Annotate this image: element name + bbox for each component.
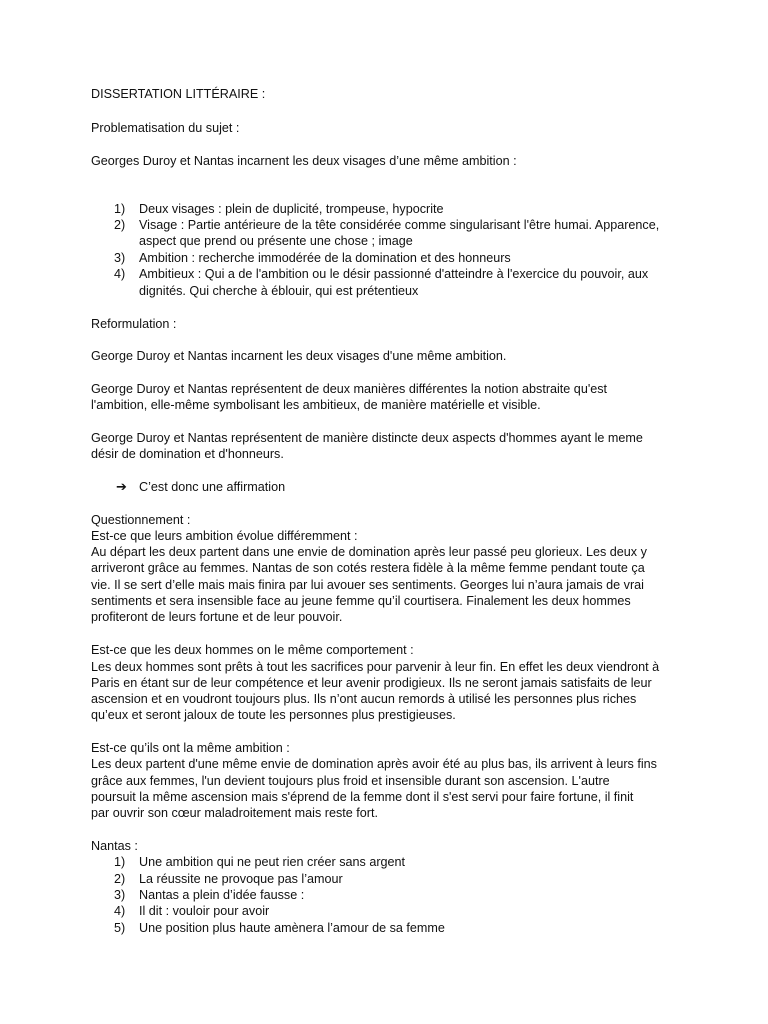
answer-1-line: Au départ les deux partent dans une envie de domination après leur passé peu glorieux. Les deux y [91,545,647,559]
list-number: 3) [114,251,126,265]
arrow-right-icon: ➔ [116,479,127,494]
answer-1-line: arriveront grâce au femmes. Nantas de son cotés restera fidèle à la même femme pendant toute ça [91,561,645,575]
answer-3-line: par ouvrir son cœur maladroitement mais reste fort. [91,806,378,820]
answer-2-line: qu’eux et seront jaloux de toute les personnes plus prestigieuses. [91,708,456,722]
list-item-continuation: dignités. Qui cherche à éblouir, qui est prétentieux [139,284,419,298]
answer-1-line: sentiments et sera insensible face au jeune femme qu’il courtisera. Finalement les deux hommes [91,594,631,608]
reformulation-paragraph: George Duroy et Nantas représentent de manière distincte deux aspects d'hommes ayant le meme [91,431,643,445]
list-number: 1) [114,855,126,869]
list-item: Une position plus haute amènera l’amour de sa femme [139,921,445,935]
list-item-continuation: aspect que prend ou présente une chose ; image [139,234,413,248]
reformulation-heading: Reformulation : [91,317,177,331]
answer-2-line: ascension et en voudront toujours plus. Ils n’ont aucun remords à utilisé les personnes plus riches [91,692,637,706]
reformulation-paragraph: George Duroy et Nantas incarnent les deux visages d'une même ambition. [91,349,507,363]
question-1: Est-ce que leurs ambition évolue différemment : [91,529,358,543]
nantas-heading: Nantas : [91,839,138,853]
answer-1-line: vie. Il se sert d’elle mais mais finira par lui avouer ses sentiments. Georges lui n’aura jamais de vrai [91,578,644,592]
list-item: La réussite ne provoque pas l’amour [139,872,343,886]
reformulation-paragraph-line: l'ambition, elle-même symbolisant les ambitieux, de manière matérielle et visible. [91,398,541,412]
list-number: 2) [114,872,126,886]
answer-2-line: Les deux hommes sont prêts à tout les sacrifices pour parvenir à leur fin. En effet les deux viendront à [91,660,660,674]
reformulation-paragraph-line: désir de domination et d'honneurs. [91,447,284,461]
list-number: 3) [114,888,126,902]
list-number: 4) [114,267,126,281]
answer-2-line: Paris en étant sur de leur compétence et leur avenir prodigieux. Ils ne seront jamais satisfaits de leur [91,676,652,690]
list-number: 5) [114,921,126,935]
list-item: Deux visages : plein de duplicité, trompeuse, hypocrite [139,202,444,216]
question-2: Est-ce que les deux hommes on le même comportement : [91,643,414,657]
answer-3-line: Les deux partent d'une même envie de domination après avoir été au plus bas, ils arrivent à leurs fins [91,757,657,771]
questioning-heading: Questionnement : [91,513,191,527]
list-item: Une ambition qui ne peut rien créer sans argent [139,855,406,869]
list-item: Ambitieux : Qui a de l'ambition ou le désir passionné d'atteindre à l'exercice du pouvoir, aux [139,267,649,281]
list-number: 2) [114,218,126,232]
reformulation-paragraph: George Duroy et Nantas représentent de deux manières différentes la notion abstraite qu'est [91,382,608,396]
list-item: Ambition : recherche immodérée de la domination et des honneurs [139,251,511,265]
list-item: Nantas a plein d’idée fausse : [139,888,305,902]
problem-statement: Georges Duroy et Nantas incarnent les deux visages d’une même ambition : [91,154,517,168]
answer-3-line: grâce aux femmes, l'un devient toujours plus froid et insensible durant son ascension. L'autre [91,774,610,788]
problem-heading: Problematisation du sujet : [91,121,240,135]
conclusion-text: C’est donc une affirmation [139,480,286,494]
list-item: Il dit : vouloir pour avoir [139,904,270,918]
list-item: Visage : Partie antérieure de la tête considérée comme singularisant l'être humai. Apparence, [139,218,660,232]
list-number: 4) [114,904,126,918]
document-title: DISSERTATION LITTÉRAIRE : [91,87,266,101]
answer-3-line: poursuit la même ascension mais s'éprend de la femme dont il s'est servi pour faire fortune, il finit [91,790,634,804]
list-number: 1) [114,202,126,216]
question-3: Est-ce qu’ils ont la même ambition : [91,741,290,755]
answer-1-line: profiteront de leurs fortune et de leur pouvoir. [91,610,343,624]
